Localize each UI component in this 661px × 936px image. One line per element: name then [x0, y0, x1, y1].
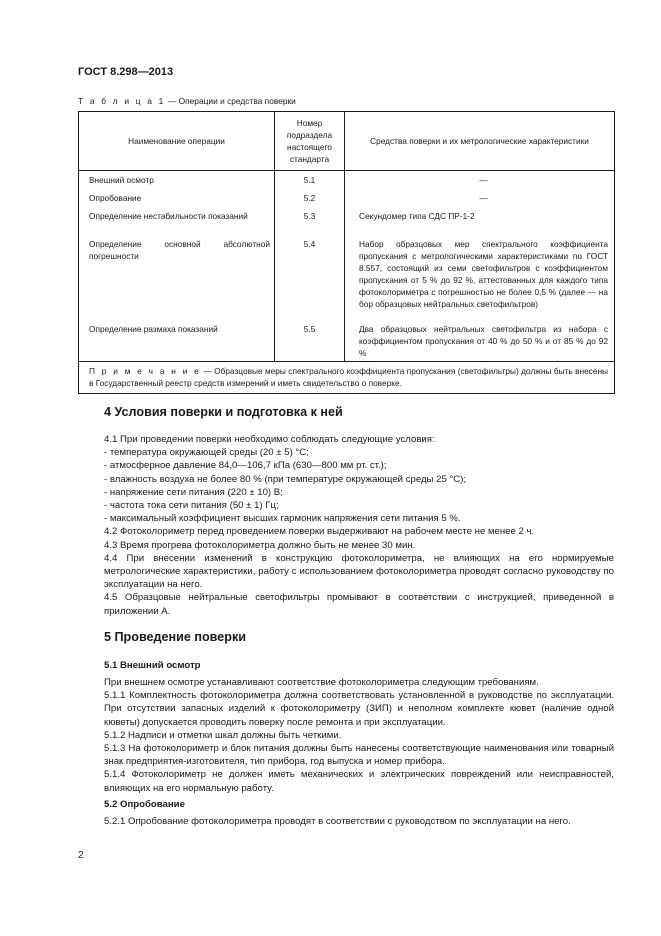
subsection-5-2-title: 5.2 Опробование: [104, 799, 185, 810]
table-row: [79, 188, 615, 206]
subsection-5-1-title: 5.1 Внешний осмотр: [104, 660, 201, 671]
table-row: [79, 171, 615, 189]
subsection-5-2-body: [104, 815, 614, 828]
row-means: Набор образцовых мер спектрального коэффициента пропускания с метрологическими характеристиками по ГОСТ 8.557, состоящий из семи светофильтров с коэффициентом пропускания от 5 % до 92 %, аттестованных для каждого типа фотоколориметра с погрешностью не более 0,5 % (далее — на бор образцовых нейтральных светофильтров): [345, 235, 615, 319]
paragraph: - влажность воздуха не более 80 % (при температуре окружающей среды 25 °С);: [104, 473, 467, 485]
section-5-title: 5 Проведение поверки: [104, 630, 246, 644]
paragraph: 4.5 Образцовые нейтральные светофильтры промывают в соответствии с инструкцией, приведенной в приложении А.: [104, 592, 614, 617]
table-caption: [78, 96, 296, 106]
paragraph: 4.3 Время прогрева фотоколориметра должно быть не менее 30 мин.: [104, 539, 416, 551]
paragraph: 5.1.1 Комплектность фотоколориметра должна соответствовать установленной в руководстве по эксплуатации. При отсутствии запасных изделий к фотоколориметру (ЗИП) и неполном комплекте кювет (наличие одной кюветы) допускается проводить поверку после ремонта и при эксплуатации.: [104, 690, 614, 728]
table-header-row: [79, 112, 615, 171]
row-subsection-number: 5.4: [275, 235, 345, 319]
section-4-body: [104, 433, 614, 618]
table-note-text: — Образцовые меры спектрального коэффициента пропускания (светофильтры) должны быть внесены в Государственный реестр средств измерений и иметь свидетельство о поверке.: [89, 366, 608, 388]
row-means: Секундомер типа СДС ПР-1-2: [345, 206, 615, 235]
row-subsection-number: 5.1: [275, 171, 345, 189]
paragraph: 4.4 При внесении изменений в конструкцию фотоколориметра, не влияющих на его нормируемые метрологические характеристики, работу с использованием фотоколориметра проводят согласно руководству по эксплуатации на него.: [104, 552, 614, 591]
paragraph: 5.2.1 Опробование фотоколориметра проводят в соответствии с руководством по эксплуатации на него.: [104, 816, 571, 827]
table-note-prefix: П р и м е ч а н и е: [89, 366, 201, 376]
paragraph: - частота тока сети питания (50 ± 1) Гц;: [104, 500, 279, 512]
paragraph: При внешнем осмотре устанавливают соответствие фотоколориметра следующим требованиям.: [104, 677, 539, 688]
paragraph: 4.1 При проведении поверки необходимо соблюдать следующие условия:: [104, 434, 435, 445]
row-subsection-number: 5.5: [275, 319, 345, 362]
paragraph: - температура окружающей среды (20 ± 5) °С;: [104, 447, 309, 459]
page-number: 2: [78, 850, 84, 861]
paragraph: 5.1.4 Фотоколориметр не должен иметь механических и электрических повреждений или неисправностей, влияющих на его нормальную работу.: [104, 769, 614, 794]
paragraph: - напряжение сети питания (220 ± 10) В;: [104, 486, 283, 498]
paragraph: 4.2 Фотоколориметр перед проведением поверки выдерживают на рабочем месте не менее 2 ч.: [104, 526, 535, 538]
table-row: [79, 319, 615, 362]
paragraph: - атмосферное давление 84,0—106,7 кПа (630—800 мм рт. ст.);: [104, 460, 387, 472]
paragraph: 5.1.2 Надписи и отметки шкал должны быть четкими.: [104, 729, 342, 741]
row-means: Два образцовых нейтральных светофильтра из набора с коэффициентом пропускания от 40 % до 50 % и от 85 % до 92 %: [345, 319, 615, 362]
table-row: [79, 206, 615, 235]
document-header: ГОСТ 8.298—2013: [78, 66, 174, 78]
row-operation-name: Определение размаха показаний: [79, 319, 275, 362]
row-operation-name: Определение основной абсолютной погрешности: [79, 235, 275, 319]
table-row: [79, 235, 615, 319]
column-header-subsection: Номер подраздела настоящего стандарта: [275, 112, 345, 171]
row-means: —: [345, 188, 615, 206]
row-means: —: [345, 171, 615, 189]
row-operation-name: Опробование: [79, 188, 275, 206]
table-note-row: [79, 362, 615, 394]
operations-table: [78, 111, 615, 394]
table-caption-prefix: Т а б л и ц а 1: [78, 96, 166, 106]
paragraph: - максимальный коэффициент высших гармоник напряжения сети питания 5 %.: [104, 513, 461, 525]
row-operation-name: Внешний осмотр: [79, 171, 275, 189]
table-caption-title: — Операции и средства поверки: [167, 96, 296, 106]
table-note: [79, 362, 615, 394]
column-header-means: Средства поверки и их метрологические характеристики: [345, 112, 615, 171]
paragraph: 5.1.3 На фотоколориметр и блок питания должны быть нанесены соответствующие наименования или товарный знак предприятия-изготовителя, тип прибора, год выпуска и номер прибора.: [104, 743, 614, 768]
section-4-title: 4 Условия поверки и подготовка к ней: [104, 405, 343, 419]
row-subsection-number: 5.2: [275, 188, 345, 206]
subsection-5-1-body: [104, 676, 614, 795]
column-header-operation: Наименование операции: [79, 112, 275, 171]
row-subsection-number: 5.3: [275, 206, 345, 235]
row-operation-name: Определение нестабильности показаний: [79, 206, 275, 235]
